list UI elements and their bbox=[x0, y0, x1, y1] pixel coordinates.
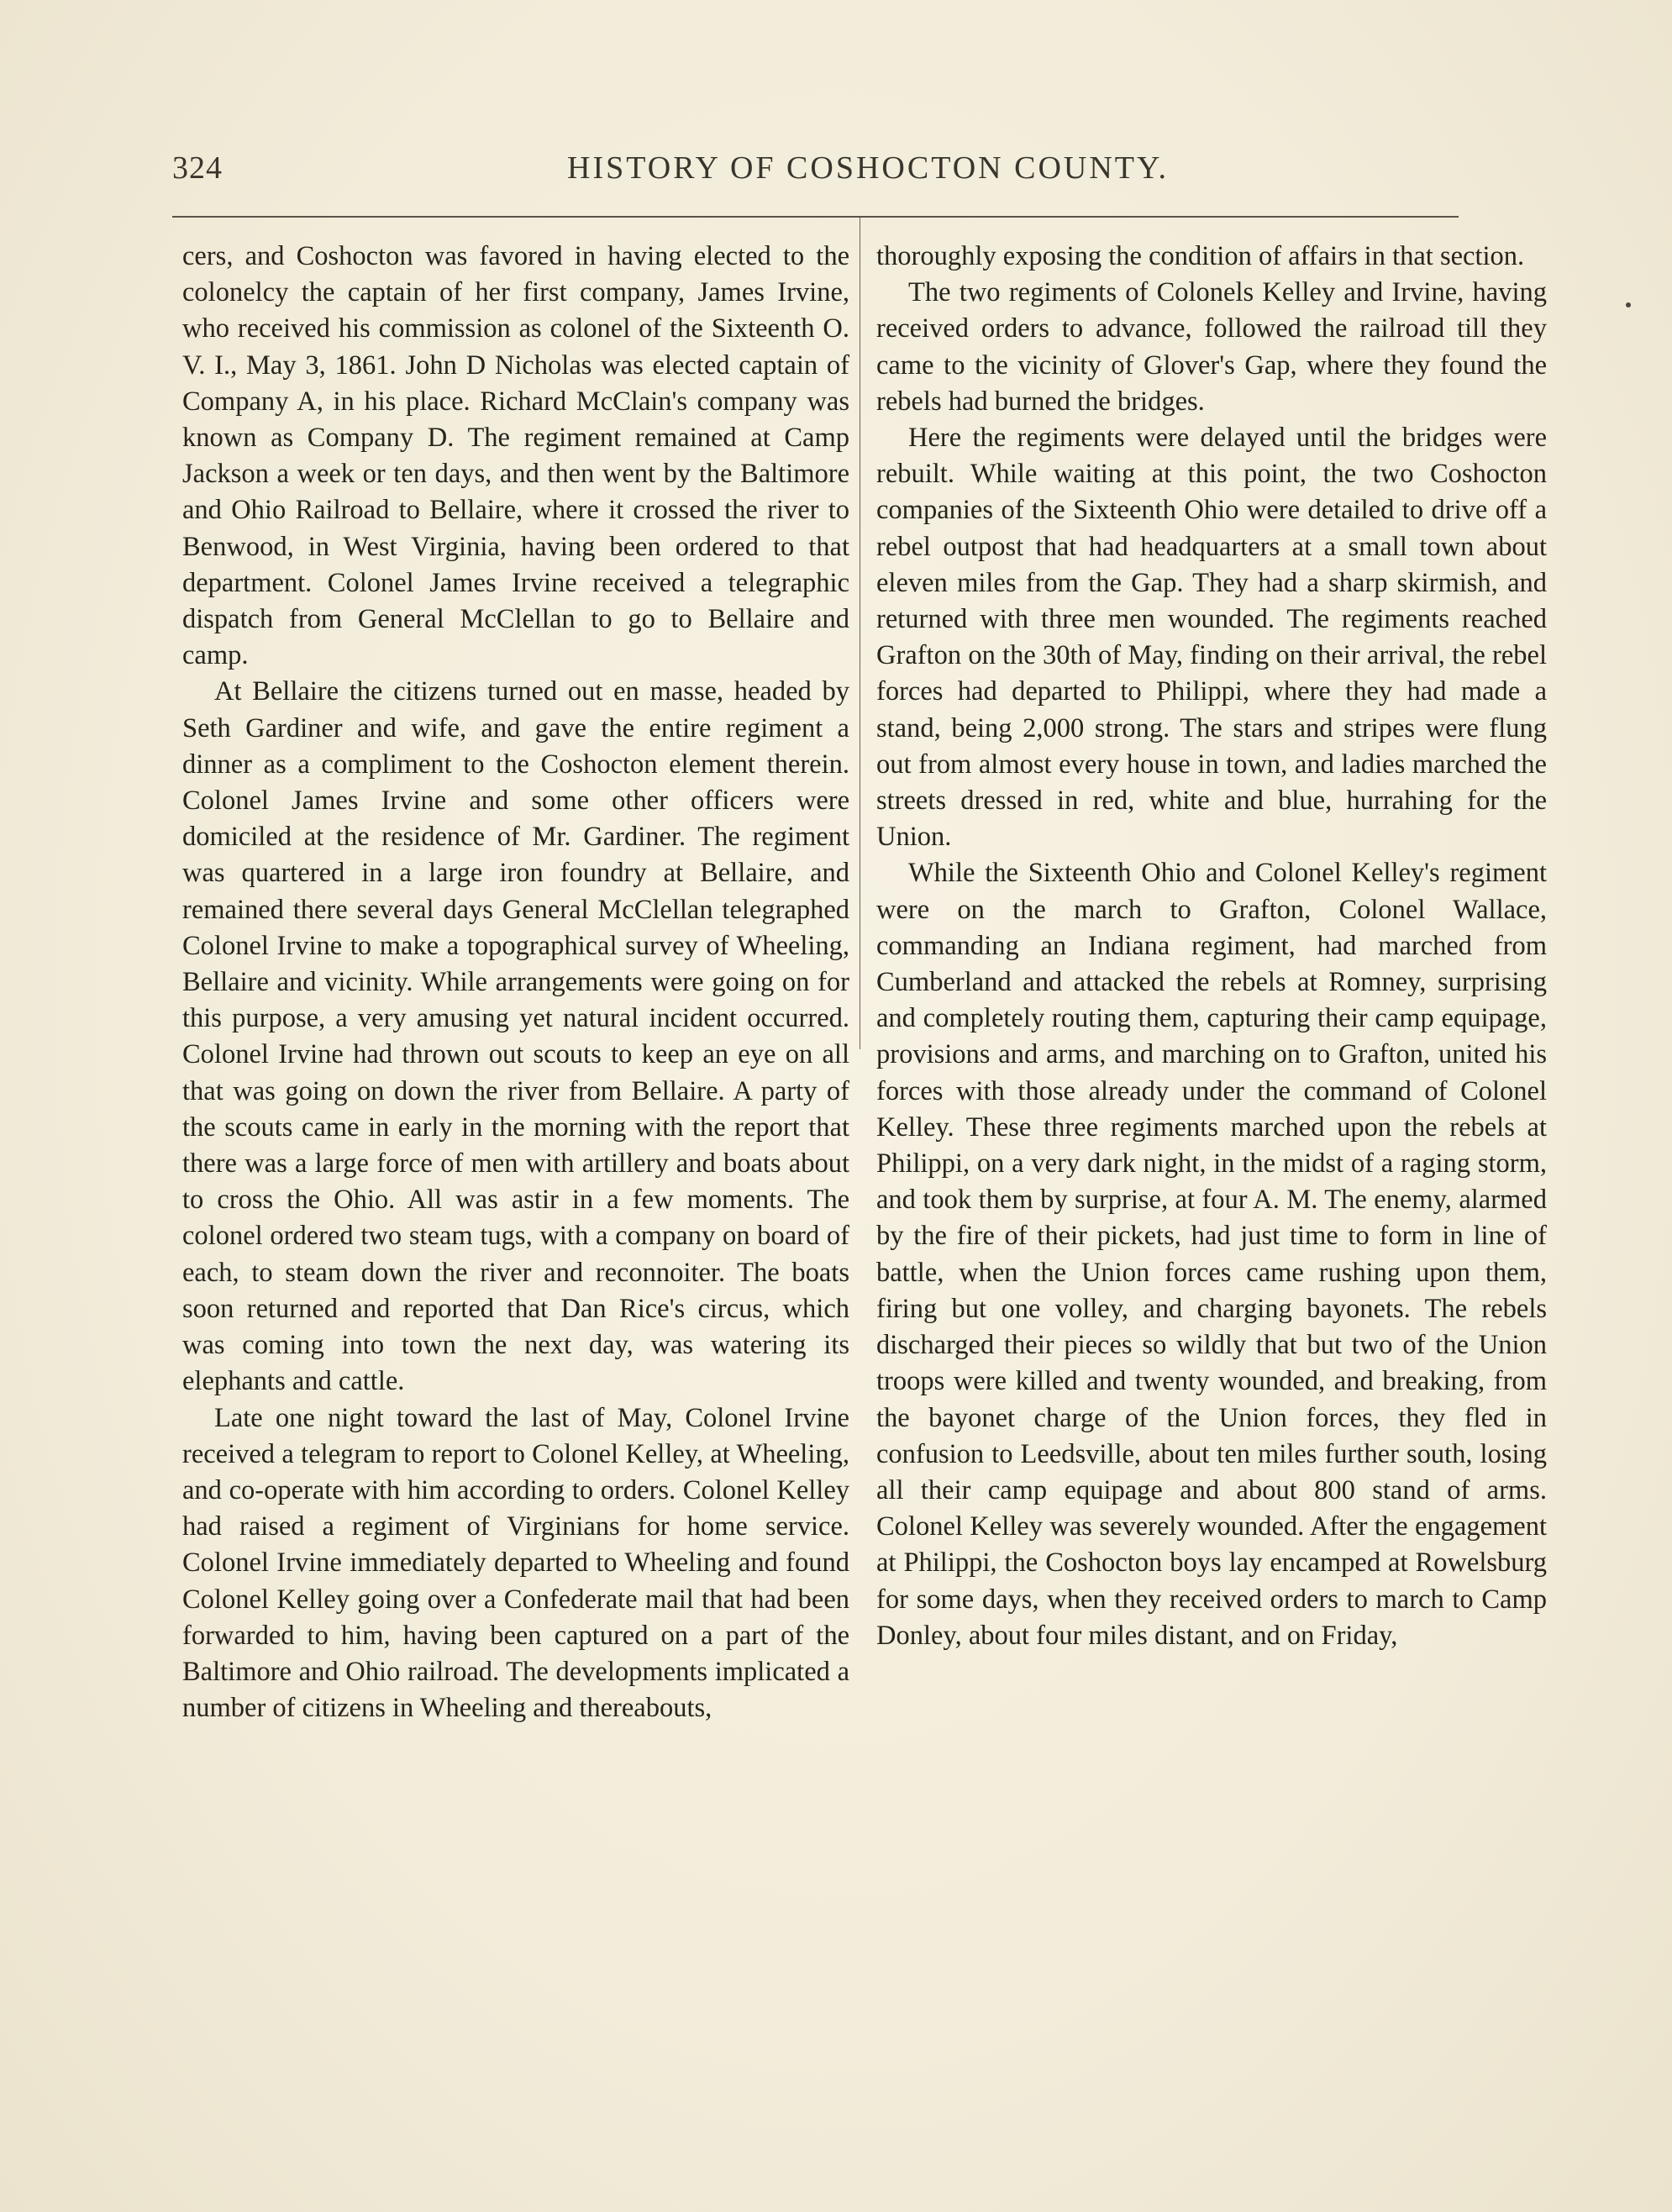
right-paragraph-4: While the Sixteenth Ohio and Colonel Kelley's regiment were on the march to Grafton, Colonel Wallace, commanding an Indiana regiment, had marched from Cumberland and attacked the rebels at Romney, surprising and completely routing them, capturing their camp equipage, provisions and arms, and marching on to Grafton, united his forces with those already under the command of Colonel Kelley. These three regiments marched upon the rebels at Philippi, on a very dark night, in the midst of a raging storm, and took them by surprise, at four A. M. The enemy, alarmed by the fire of their pickets, had just time to form in line of battle, when the Union forces came rushing upon them, firing but one volley, and charging bayonets. The rebels discharged their pieces so wildly that but two of the Union troops were killed and twenty wounded, and breaking, from the bayonet charge of the Union forces, they fled in confusion to Leedsville, about ten miles further south, losing all their camp equipage and about 800 stand of arms. Colonel Kelley was severely wounded. After the engagement at Philippi, the Coshocton boys lay encamped at Rowelsburg for some days, when they received orders to march to Camp Donley, about four miles distant, and on Friday, bbox=[876, 858, 1547, 1651]
page-number: 324 bbox=[172, 150, 223, 186]
page-header bbox=[172, 150, 1458, 200]
right-column bbox=[876, 239, 1547, 1654]
left-paragraph-1: cers, and Coshocton was favored in having elected to the colonelcy the captain of her first company, James Irvine, who received his commission as colonel of the Sixteenth O. V. I., May 3, 1861. John D Nicholas was elected captain of Company A, in his place. Richard McClain's company was known as Company D. The regiment remained at Camp Jackson a week or ten days, and then went by the Baltimore and Ohio Railroad to Bellaire, where it crossed the river to Benwood, in West Virginia, having been ordered to that department. Colonel James Irvine received a telegraphic dispatch from General McClellan to go to Bellaire and camp. bbox=[182, 241, 849, 671]
right-paragraph-1: thoroughly exposing the condition of affairs in that section. bbox=[876, 241, 1525, 271]
header-rule bbox=[172, 216, 1459, 218]
right-paragraph-2: The two regiments of Colonels Kelley and Irvine, having received orders to advance, followed the railroad till they came to the vicinity of Glover's Gap, where they found the rebels had burned the bridges. bbox=[876, 277, 1547, 417]
ink-speck bbox=[1626, 302, 1631, 307]
running-head: HISTORY OF COSHOCTON COUNTY. bbox=[567, 150, 1170, 186]
right-paragraph-3: Here the regiments were delayed until the bridges were rebuilt. While waiting at this point, the two Coshocton companies of the Sixteenth Ohio were detailed to drive off a rebel outpost that had headquarters at a small town about eleven miles from the Gap. They had a sharp skirmish, and returned with three men wounded. The regiments reached Grafton on the 30th of May, finding on their arrival, the rebel forces had departed to Philippi, where they had made a stand, being 2,000 strong. The stars and stripes were flung out from almost every house in town, and ladies marched the streets dressed in red, white and blue, hurrahing for the Union. bbox=[876, 423, 1547, 853]
left-paragraph-3: Late one night toward the last of May, Colonel Irvine received a telegram to report to Colonel Kelley, at Wheeling, and co-operate with him according to orders. Colonel Kelley had raised a regiment of Virginians for home service. Colonel Irvine immediately departed to Wheeling and found Colonel Kelley going over a Confederate mail that had been forwarded to him, having been captured on a part of the Baltimore and Ohio railroad. The developments implicated a number of citizens in Wheeling and thereabouts, bbox=[182, 1402, 849, 1724]
left-paragraph-2: At Bellaire the citizens turned out en masse, headed by Seth Gardiner and wife, and gave the entire regiment a dinner as a compliment to the Coshocton element therein. Colonel James Irvine and some other officers were domiciled at the residence of Mr. Gardiner. The regiment was quartered in a large iron foundry at Bellaire, and remained there several days General McClellan telegraphed Colonel Irvine to make a topographical survey of Wheeling, Bellaire and vicinity. While arrangements were going on for this purpose, a very amusing yet natural incident occurred. Colonel Irvine had thrown out scouts to keep an eye on all that was going on down the river from Bellaire. A party of the scouts came in early in the morning with the report that there was a large force of men with artillery and boats about to cross the Ohio. All was astir in a few moments. The colonel ordered two steam tugs, with a company on board of each, to steam down the river and reconnoiter. The boats soon returned and reported that Dan Rice's circus, which was coming into town the next day, was watering its elephants and cattle. bbox=[182, 676, 849, 1397]
left-column bbox=[182, 239, 849, 1726]
